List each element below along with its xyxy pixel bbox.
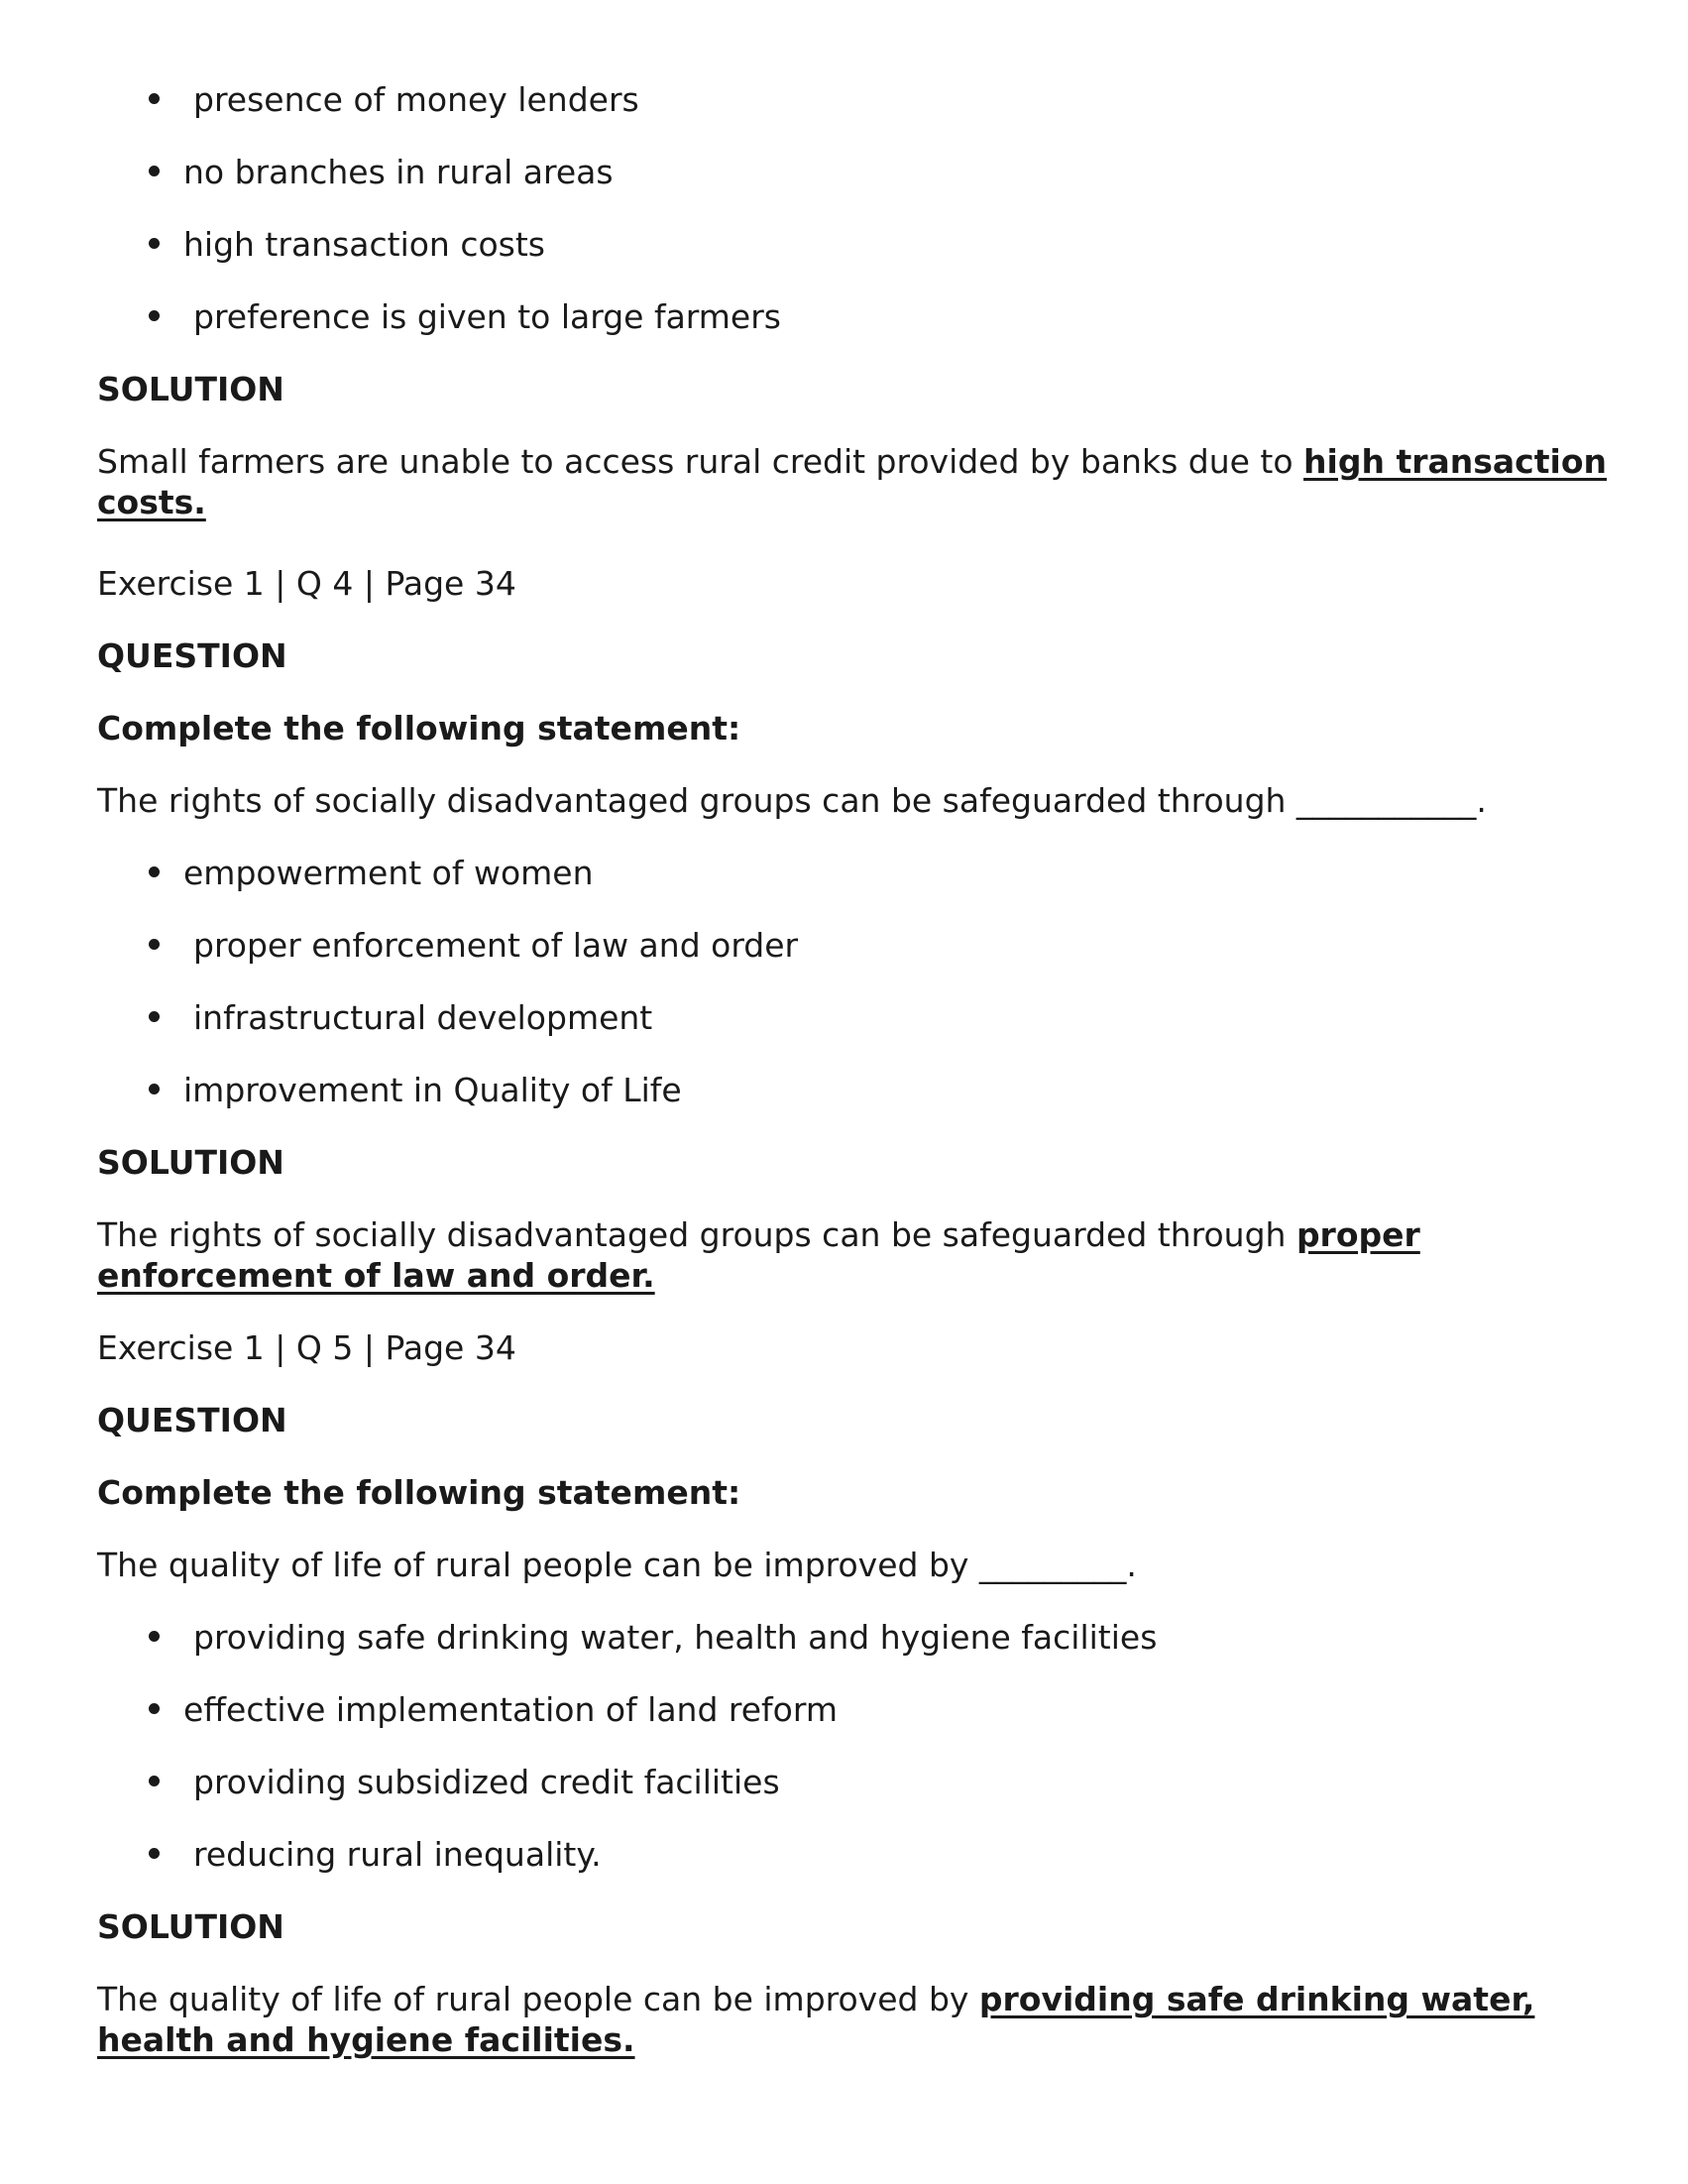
question-instruction: Complete the following statement: [97,1473,741,1512]
option-text: no branches in rural areas [183,153,614,191]
solution-text-continued [97,482,206,523]
option-text: reducing rural inequality. [193,1835,602,1874]
bullet-icon [149,1631,160,1642]
bullet-icon [149,1848,160,1859]
list-item [149,1689,838,1731]
solution-text [97,1214,1420,1256]
question-heading: QUESTION [97,1401,287,1439]
option-text: infrastructural development [193,998,653,1037]
list-item [149,997,652,1039]
list-item [149,1762,780,1803]
solution-text [97,441,1607,483]
option-text: providing safe drinking water, health and hygiene facilities [193,1618,1158,1657]
solution-answer: high transaction [1303,442,1607,481]
question-heading: QUESTION [97,636,287,675]
bullet-icon [149,1011,160,1022]
solution-sentence: The quality of life of rural people can be improved by [97,1980,979,2018]
list-item [149,853,594,894]
bullet-icon [149,310,160,321]
option-text: empowerment of women [183,854,594,892]
solution-answer: proper [1295,1215,1420,1254]
bullet-icon [149,1084,160,1094]
solution-text-continued [97,1255,655,1297]
bullet-icon [149,1776,160,1786]
option-text: preference is given to large farmers [193,297,781,336]
list-item [149,1617,1157,1659]
option-text: proper enforcement of law and order [193,926,799,965]
solution-heading: SOLUTION [97,1907,284,1946]
solution-sentence: Small farmers are unable to access rural credit provided by banks due to [97,442,1304,481]
solution-answer-continued: enforcement of law and order. [97,1256,655,1295]
list-item [149,79,639,121]
bullet-icon [149,238,160,249]
option-text: providing subsidized credit facilities [193,1763,780,1801]
list-item [149,1070,682,1111]
option-text: high transaction costs [183,225,545,264]
bullet-icon [149,1703,160,1714]
list-item [149,925,798,967]
question-instruction: Complete the following statement: [97,709,741,747]
bullet-icon [149,93,160,104]
solution-answer-continued: costs. [97,483,206,521]
question-statement: The rights of socially disadvantaged groups can be safeguarded through ___________. [97,781,1487,820]
bullet-icon [149,166,160,176]
option-text: presence of money lenders [193,80,639,119]
bullet-icon [149,866,160,877]
question-statement: The quality of life of rural people can be improved by _________. [97,1546,1137,1584]
solution-text [97,1979,1534,2020]
solution-text-continued [97,2019,635,2061]
solution-answer: providing safe drinking water, [978,1980,1535,2018]
list-item [149,152,614,193]
option-text: effective implementation of land reform [183,1690,838,1729]
bullet-icon [149,939,160,950]
exercise-reference: Exercise 1 | Q 5 | Page 34 [97,1328,516,1367]
solution-heading: SOLUTION [97,1143,284,1182]
list-item [149,1834,602,1876]
solution-heading: SOLUTION [97,370,284,408]
list-item [149,296,781,338]
exercise-reference: Exercise 1 | Q 4 | Page 34 [97,564,516,603]
solution-answer-continued: health and hygiene facilities. [97,2020,635,2059]
option-text: improvement in Quality of Life [183,1071,682,1109]
list-item [149,224,545,266]
solution-sentence: The rights of socially disadvantaged groups can be safeguarded through [97,1215,1296,1254]
